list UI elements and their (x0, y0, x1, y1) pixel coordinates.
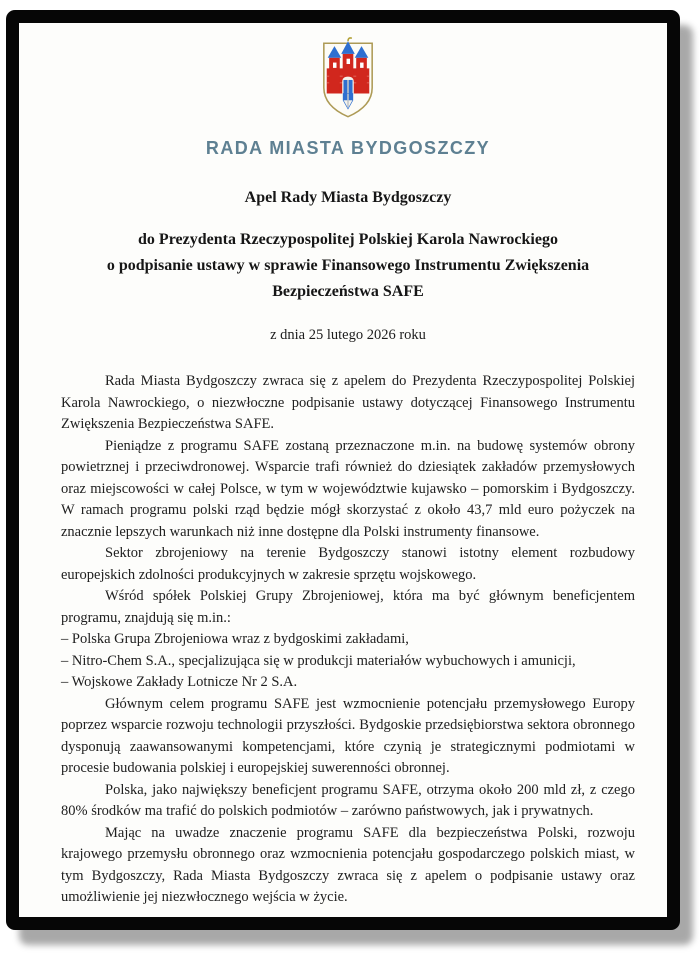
document-subtitle (61, 227, 635, 305)
paragraph: Mając na uwadze znaczenie programu SAFE dla bezpieczeństwa Polski, rozwoju krajowego przemysłu obronnego oraz wzmocnienia potencjału gospodarczego polskich miast, w tym Bydgoszczy, Rada Miasta Bydgoszczy zwraca się z apelem o podpisanie ustawy oraz umożliwienie jej niezwłocznego wejścia w życie. (61, 824, 635, 905)
paragraph: Polska, jako największy beneficjent programu SAFE, otrzyma około 200 mld zł, z czego 80% środków ma trafić do polskich podmiotów – zarówno państwowych, jak i prywatnych. (61, 781, 635, 819)
subtitle-line: Bezpieczeństwa SAFE (272, 283, 424, 300)
list-item: – Polska Grupa Zbrojeniowa wraz z bydgoskimi zakładami, (61, 631, 409, 647)
subtitle-line: o podpisanie ustawy w sprawie Finansowego Instrumentu Zwiększenia (106, 257, 590, 274)
scanned-document-frame (6, 10, 680, 930)
paragraph: Pieniądze z programu SAFE zostaną przeznaczone m.in. na budowę systemów obrony powietrznej i przeciwdronowej. Wsparcie trafi również do dziesiątek zakładów przemysłowych oraz miejscowości w całej Polsce, w tym w województwie kujawsko – pomorskim i Bydgoszczy. W ramach programu polski rząd będzie mógł skorzystać z około 43,7 mld euro pożyczek na znacznie lepszych warunkach niż inne dostępne dla Polski instrumenty finansowe. (61, 437, 635, 540)
list-item: – Nitro-Chem S.A., specjalizująca się w produkcji materiałów wybuchowych i amunicji, (61, 652, 576, 669)
paragraph: Sektor zbrojeniowy na terenie Bydgoszczy stanowi istotny element rozbudowy europejskich zdolności produkcyjnych w zakresie sprzętu wojskowego. (61, 545, 635, 583)
paragraph: Rada Miasta Bydgoszczy zwraca się z apelem do Prezydenta Rzeczypospolitej Polskiej Karola Nawrockiego, o niezwłoczne podpisanie ustawy dotyczącej Finansowego Instrumentu Zwiększenia Bezpieczeństwa SAFE. (61, 373, 635, 432)
bydgoszcz-coat-of-arms-icon (319, 37, 377, 121)
paragraph: Głównym celem programu SAFE jest wzmocnienie potencjału przemysłowego Europy poprzez wsparcie rozwoju technologii przyszłości. Bydgoskie przedsiębiorstwa sektora obronnego dysponują zaawansowanymi kompetencjami, które czynią je strategicznymi podmiotami w procesie budowania polskiej i europejskiej suwerenności obronnej. (61, 695, 635, 776)
list-item: – Wojskowe Zakłady Lotnicze Nr 2 S.A. (61, 674, 298, 690)
subtitle-line: do Prezydenta Rzeczypospolitej Polskiej Karola Nawrockiego (138, 231, 558, 248)
document-page (19, 23, 667, 917)
document-body (61, 371, 635, 909)
paragraph: Wśród spółek Polskiej Grupy Zbrojeniowej, która ma być głównym beneficjentem programu, znajdują się m.in.: (61, 588, 635, 626)
document-title: Apel Rady Miasta Bydgoszczy (244, 189, 452, 206)
institution-name: RADA MIASTA BYDGOSZCZY (205, 138, 491, 158)
document-date: z dnia 25 lutego 2026 roku (270, 327, 426, 343)
